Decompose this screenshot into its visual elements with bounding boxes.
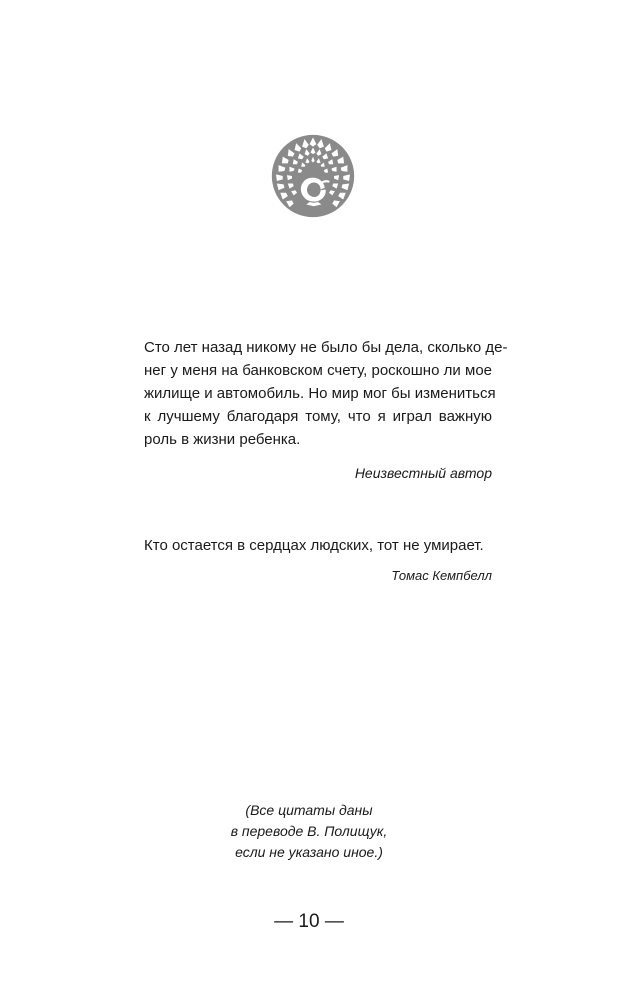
- translation-note: [159, 800, 459, 863]
- quote-line: Сто лет назад никому не было бы дела, сколько де-: [144, 339, 508, 356]
- quote-line: Кто остается в сердцах людских, тот не умирает.: [144, 537, 484, 554]
- quote-line: роль в жизни ребенка.: [144, 431, 301, 448]
- quote-author: Неизвестный автор: [354, 465, 492, 481]
- quote-text: [144, 534, 492, 557]
- page-number: — 10 —: [274, 911, 344, 932]
- note-line: (Все цитаты даны: [245, 802, 373, 818]
- quote-2: [144, 534, 492, 586]
- note-line: если не указано иное.): [235, 844, 383, 860]
- quote-author: Томас Кемпбелл: [391, 568, 492, 583]
- crane-crest-icon: [271, 134, 355, 218]
- quote-line: к лучшему благодаря тому, что я играл важную: [144, 408, 492, 425]
- note-line: в переводе В. Полищук,: [230, 823, 388, 839]
- quote-line: нег у меня на банковском счету, роскошно ли мое: [144, 362, 492, 379]
- quote-text: [144, 336, 508, 451]
- quote-line: жилище и автомобиль. Но мир мог бы измениться: [144, 385, 496, 402]
- quote-1: [144, 336, 508, 483]
